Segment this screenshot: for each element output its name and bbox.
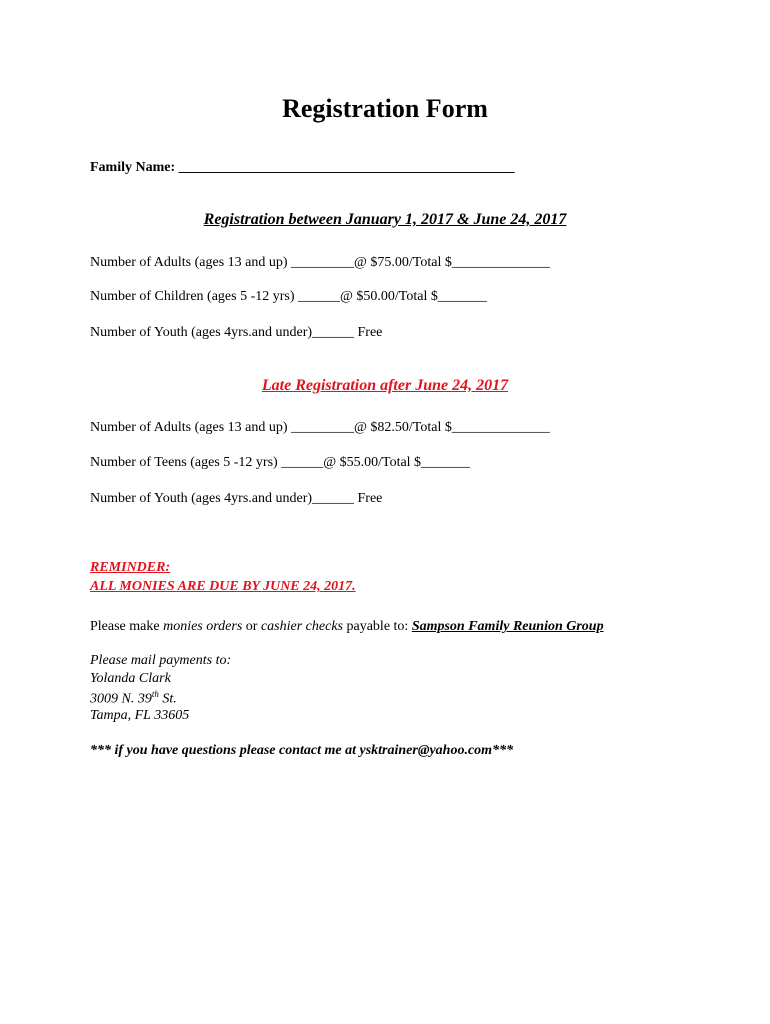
family-name-label: Family Name: (90, 160, 176, 175)
mail-heading: Please mail payments to: (90, 653, 232, 668)
payee-name: Sampson Family Reunion Group (411, 619, 604, 634)
late-teens-line: Number of Teens (ages 5 -12 yrs) ______@ $55.00/Total $_______ (90, 455, 471, 470)
money-orders-text: monies orders (163, 619, 243, 634)
mail-street-suffix: St. (158, 691, 177, 707)
reminder-due-date: ALL MONIES ARE DUE BY JUNE 24, 2017. (90, 579, 356, 594)
contact-line: *** if you have questions please contact me at ysktrainer@yahoo.com*** (90, 743, 514, 758)
early-registration-heading: Registration between January 1, 2017 & June 24, 2017 (203, 211, 567, 228)
family-name-blank[interactable]: ________________________________________________ (178, 160, 515, 175)
payable-to-text: payable to: (343, 619, 412, 634)
family-name-row (90, 160, 515, 176)
late-adults-line: Number of Adults (ages 13 and up) _________@ $82.50/Total $______________ (90, 420, 550, 435)
mail-name: Yolanda Clark (90, 671, 171, 686)
late-youth-line: Number of Youth (ages 4yrs.and under)______ Free (90, 491, 383, 506)
early-children-line: Number of Children (ages 5 -12 yrs) ______@ $50.00/Total $_______ (90, 289, 487, 304)
payable-prefix: Please make (90, 619, 164, 634)
early-youth-line: Number of Youth (ages 4yrs.and under)______ Free (90, 325, 383, 340)
mail-city: Tampa, FL 33605 (90, 708, 190, 723)
late-registration-heading: Late Registration after June 24, 2017 (261, 377, 509, 394)
cashier-checks-text: cashier checks (260, 619, 343, 634)
payable-or: or (242, 619, 261, 634)
mail-street-sup: th (151, 689, 159, 699)
payable-line (90, 619, 604, 635)
early-adults-line: Number of Adults (ages 13 and up) _________@ $75.00/Total $______________ (90, 255, 550, 270)
reminder-label: REMINDER: (90, 560, 171, 575)
mail-street-number: 3009 N. 39 (90, 691, 152, 707)
page-title: Registration Form (282, 94, 488, 123)
mail-street (90, 689, 177, 708)
